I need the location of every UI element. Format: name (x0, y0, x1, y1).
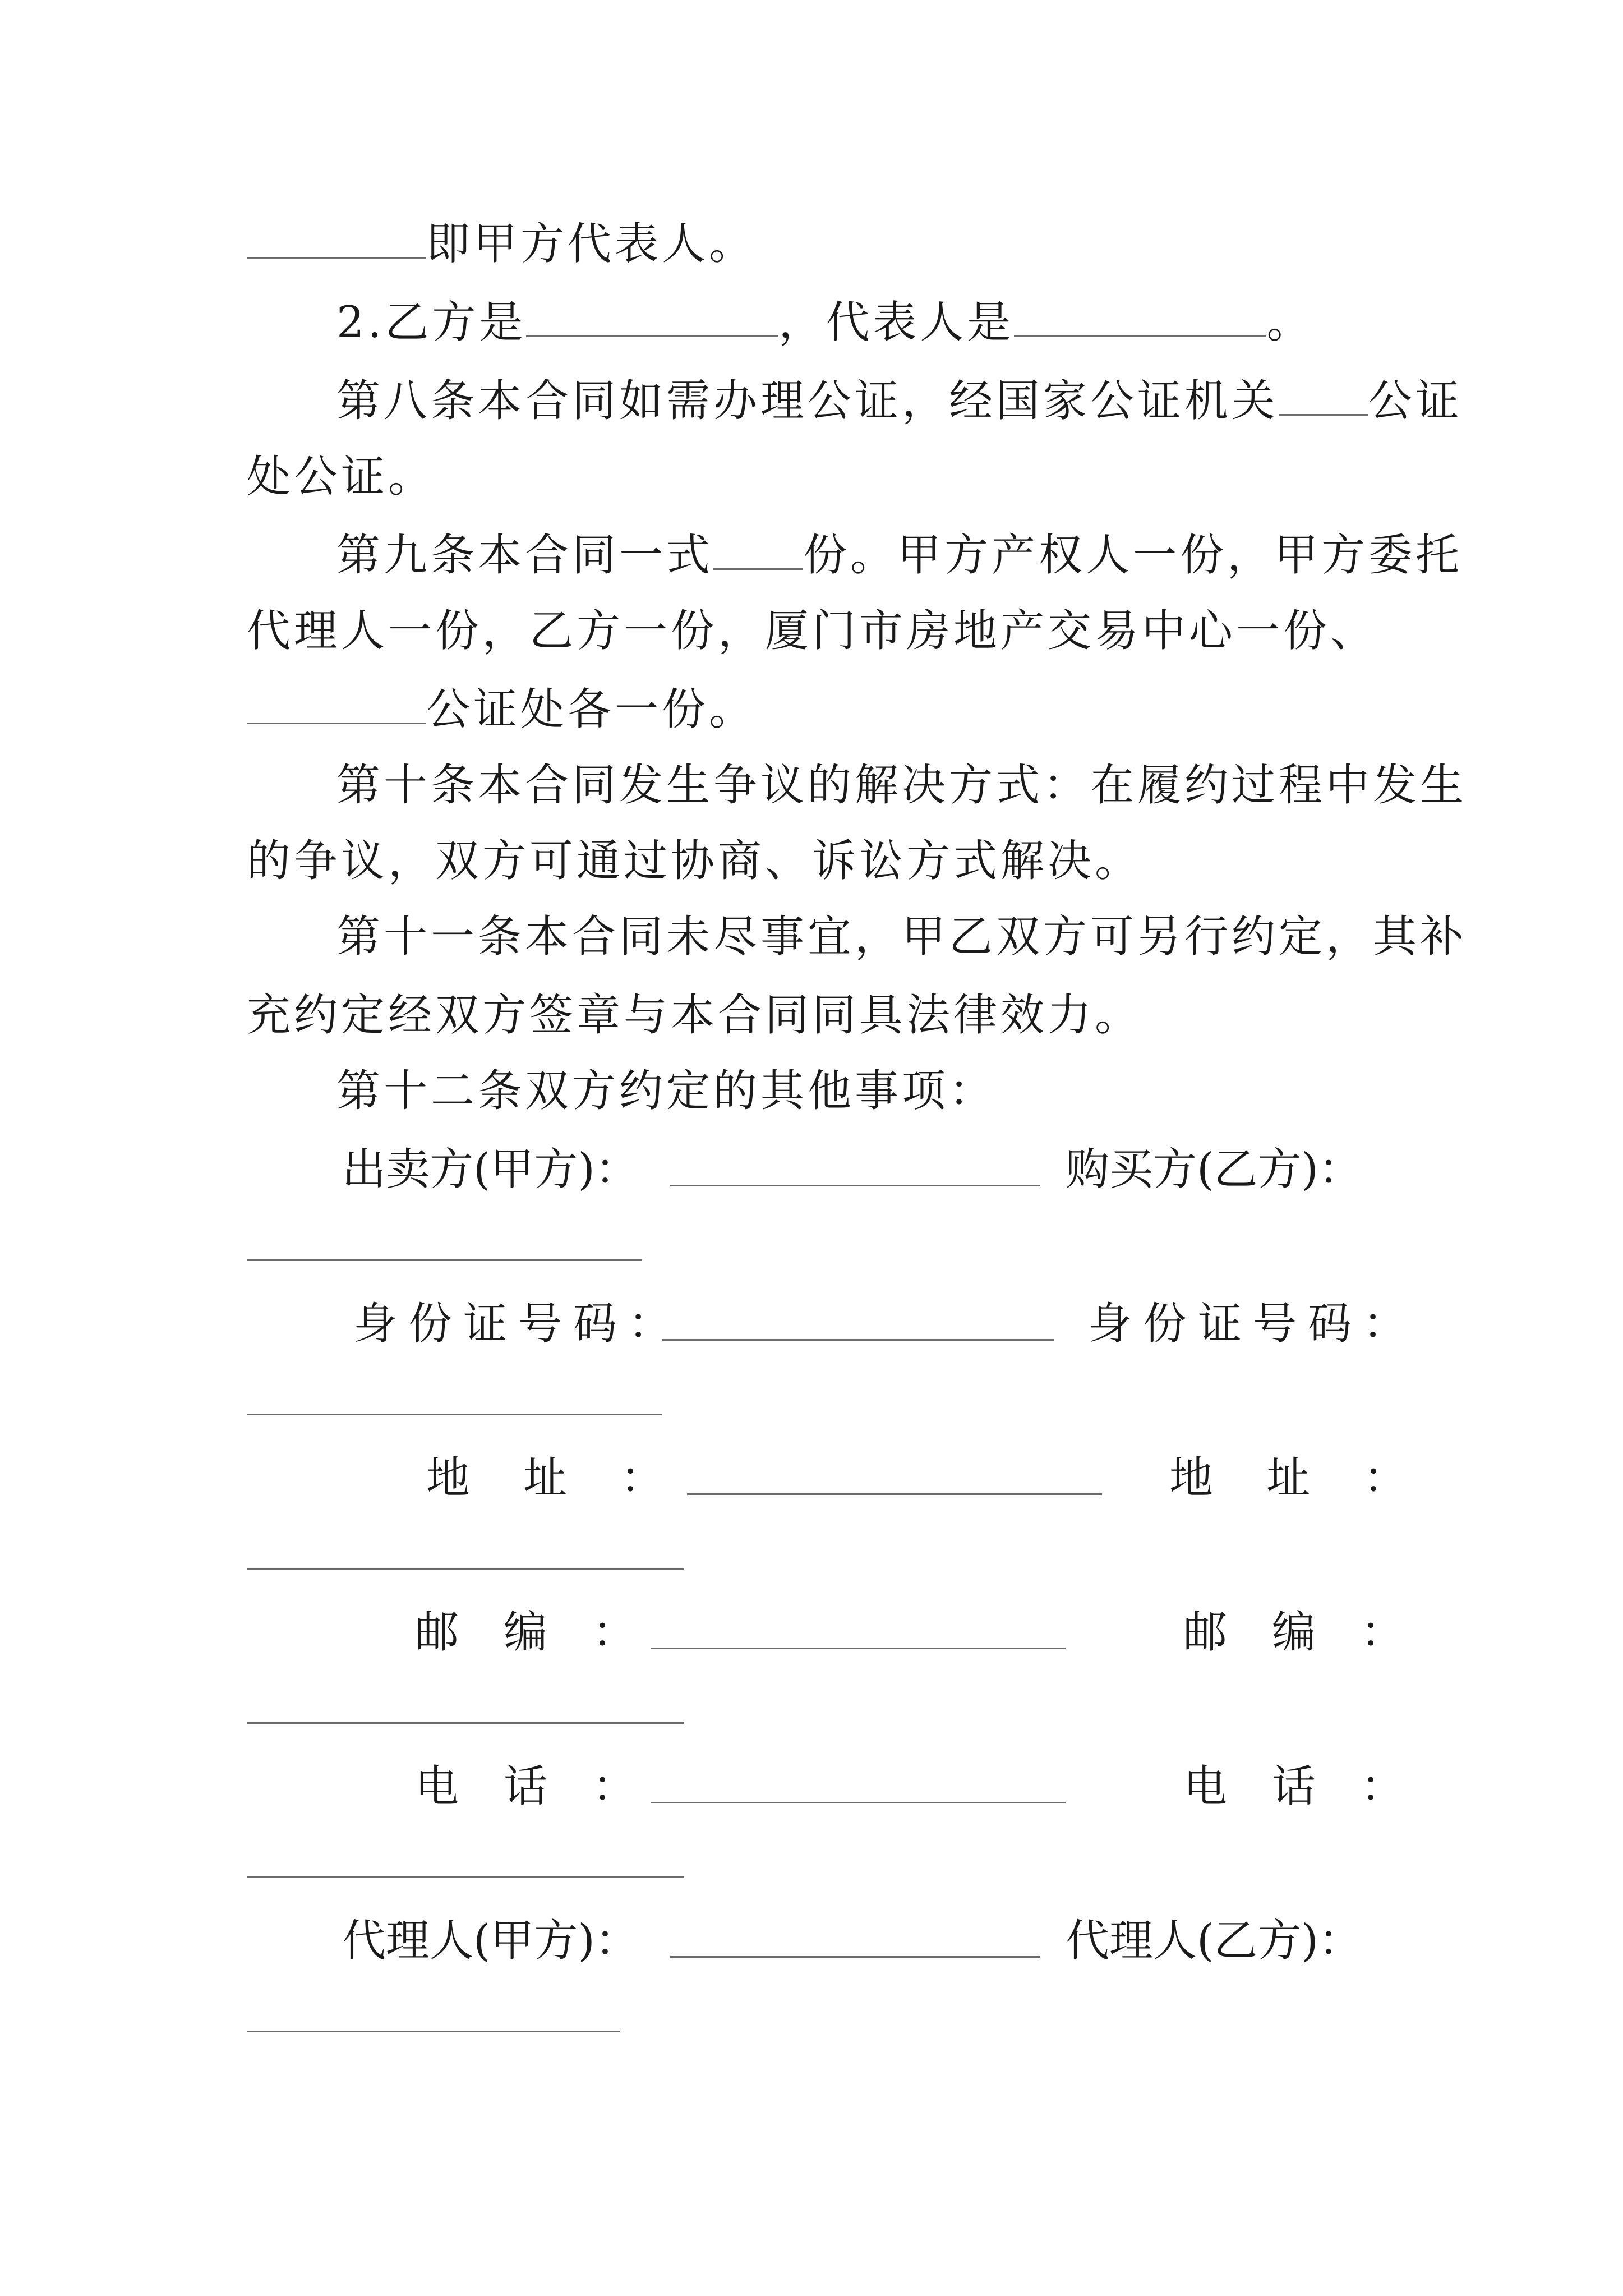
seller-phone-label: 电话： (415, 1761, 681, 1812)
signature-row-zip (247, 1590, 1450, 1674)
seller-address-field[interactable] (687, 1493, 1102, 1495)
signature-row-address (247, 1436, 1461, 1520)
paragraph-line (247, 973, 1385, 1057)
text-fragment: 第十一条本合同未尽事宜，甲乙双方可另行约定，其补 (336, 912, 1468, 962)
text-fragment: ，代表人是 (778, 297, 1015, 348)
signature-row-id (247, 1282, 1418, 1366)
buyer-address-field[interactable] (247, 1568, 684, 1570)
fill-blank[interactable] (526, 287, 778, 337)
buyer-zip-label: 邮编： (1183, 1607, 1450, 1658)
fill-blank[interactable] (247, 674, 426, 724)
text-fragment: 2.乙方是 (336, 297, 527, 348)
text-fragment: 份。甲方产权人一份，甲方委托 (803, 530, 1463, 581)
paragraph-line (247, 202, 1385, 286)
fill-blank[interactable] (247, 209, 426, 259)
text-fragment: 第八条本合同如需办理公证，经国家公证机关 (336, 376, 1279, 426)
text-fragment: 代理人一份，乙方一份，厦门市房地产交易中心一份、 (247, 606, 1378, 656)
seller-name-field[interactable] (670, 1185, 1040, 1186)
seller-id-label: 身份证号码： (353, 1299, 684, 1349)
seller-address-label: 地址： (426, 1453, 718, 1503)
text-fragment: 的争议，双方可通过协商、诉讼方式解决。 (247, 836, 1142, 886)
paragraph-line (336, 895, 1475, 979)
signature-row-party (247, 1128, 1385, 1212)
buyer-agent-label: 代理人(乙方)： (1066, 1916, 1362, 1966)
signature-row-phone (247, 1745, 1450, 1829)
text-fragment: 处公证。 (247, 452, 436, 502)
paragraph-line (336, 513, 1475, 597)
buyer-phone-label: 电话： (1183, 1761, 1450, 1812)
paragraph-line (336, 280, 1475, 365)
buyer-id-label: 身份证号码： (1088, 1299, 1418, 1349)
buyer-agent-field[interactable] (247, 2031, 620, 2032)
paragraph-line (247, 668, 1385, 752)
text-fragment: 。 (1266, 297, 1314, 348)
paragraph-line (336, 743, 1475, 827)
seller-agent-field[interactable] (670, 1956, 1040, 1958)
seller-zip-label: 邮编： (415, 1607, 681, 1658)
fill-blank[interactable] (1014, 287, 1266, 337)
text-fragment: 充约定经双方签章与本合同同具法律效力。 (247, 990, 1142, 1041)
seller-id-field[interactable] (662, 1339, 1054, 1341)
fill-blank[interactable] (713, 520, 803, 570)
seller-agent-label: 代理人(甲方)： (342, 1916, 639, 1966)
paragraph-line (247, 589, 1385, 673)
seller-label: 出卖方(甲方)： (342, 1144, 639, 1195)
buyer-id-field[interactable] (247, 1414, 662, 1415)
buyer-phone-field[interactable] (247, 1876, 684, 1878)
text-fragment: 公证 (1368, 376, 1463, 426)
paragraph-line (247, 819, 1385, 903)
paragraph-line (336, 1049, 1475, 1133)
text-fragment: 第十二条双方约定的其他事项： (336, 1066, 997, 1116)
buyer-address-label: 地址： (1169, 1453, 1461, 1503)
buyer-zip-field[interactable] (247, 1722, 684, 1724)
buyer-name-field[interactable] (247, 1259, 642, 1261)
signature-row-agent (247, 1899, 1385, 1983)
fill-blank[interactable] (1279, 366, 1368, 416)
text-fragment: 第九条本合同一式 (336, 530, 714, 581)
text-fragment: 即甲方代表人。 (426, 219, 757, 269)
text-fragment: 第十条本合同发生争议的解决方式：在履约过程中发生 (336, 760, 1468, 811)
text-fragment: 公证处各一份。 (426, 684, 757, 735)
seller-zip-field[interactable] (651, 1648, 1066, 1649)
paragraph-line (336, 359, 1475, 443)
seller-phone-field[interactable] (651, 1802, 1066, 1803)
buyer-label: 购买方(乙方)： (1066, 1144, 1362, 1195)
paragraph-line (247, 435, 1385, 519)
